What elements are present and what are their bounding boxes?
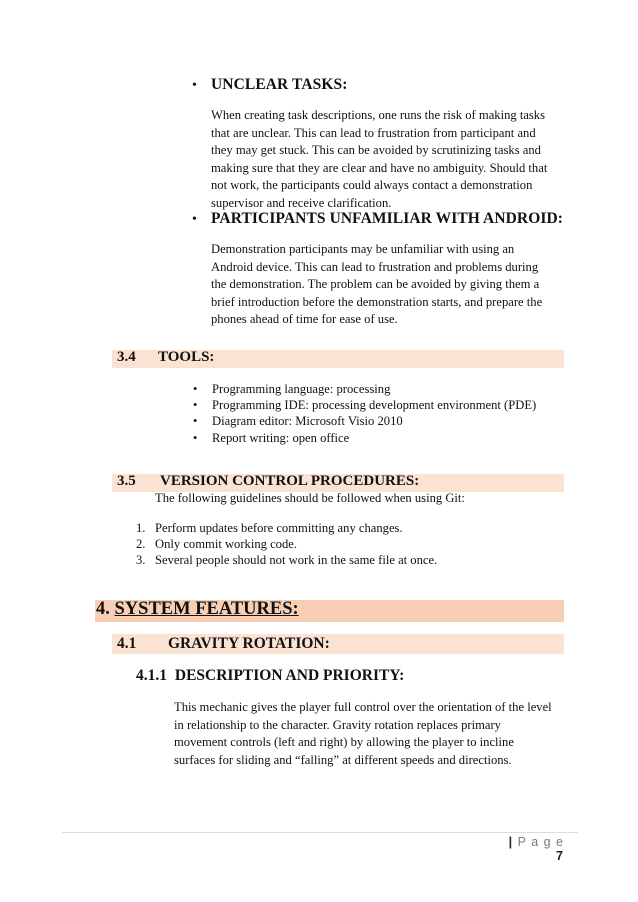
chapter-number: 4.	[96, 599, 110, 619]
paragraph-line: that are unclear. This can lead to frustration from participant and	[211, 125, 536, 140]
paragraph-line: surfaces for sliding and “falling” at different speeds and directions.	[174, 752, 512, 767]
bullet-icon: •	[192, 212, 197, 227]
paragraph-line: brief introduction before the demonstration starts, and prepare the	[211, 294, 543, 309]
footer-divider	[62, 832, 578, 833]
section-title-tools: TOOLS:	[158, 349, 215, 365]
bullet-icon: •	[193, 414, 198, 429]
list-item-text: Only commit working code.	[155, 537, 298, 552]
section-number: 3.5	[117, 473, 136, 489]
paragraph-line: When creating task descriptions, one runs the risk of making tasks	[211, 108, 546, 122]
list-item-text: Diagram editor: Microsoft Visio 2010	[212, 414, 403, 429]
version-intro: The following guidelines should be followed when using Git:	[155, 491, 465, 505]
list-item	[193, 381, 536, 397]
page-footer	[500, 835, 564, 863]
paragraph-line: This mechanic gives the player full control over the orientation of the level	[174, 700, 552, 714]
android-paragraph	[211, 241, 571, 329]
description-paragraph	[174, 699, 574, 769]
footer-bar: |	[508, 835, 514, 849]
paragraph-line: Android device. This can lead to frustration and problems during	[211, 259, 539, 274]
subsection-number: 4.1.1	[136, 667, 167, 684]
list-number: 1.	[136, 521, 146, 535]
list-item	[136, 536, 437, 552]
bullet-icon: •	[192, 78, 197, 93]
unclear-tasks-paragraph	[211, 107, 571, 213]
version-steps-list	[136, 520, 437, 569]
paragraph-line: supervisor and receive clarification.	[211, 195, 392, 210]
paragraph-line: they may get stuck. This can be avoided by scrutinizing tasks and	[211, 143, 541, 158]
android-heading: PARTICIPANTS UNFAMILIAR WITH ANDROID:	[211, 210, 564, 227]
list-item	[193, 413, 536, 429]
paragraph-line: phones ahead of time for ease of use.	[211, 312, 398, 327]
section-number: 3.4	[117, 349, 136, 365]
paragraph-line: not work, the participants could always contact a demonstration	[211, 178, 533, 193]
list-item	[136, 552, 437, 568]
list-number: 2.	[136, 537, 146, 552]
list-item-text: Programming language: processing	[212, 382, 391, 396]
section-title-version-control: VERSION CONTROL PROCEDURES:	[160, 473, 420, 489]
paragraph-line: in relationship to the character. Gravity rotation replaces primary	[174, 717, 501, 732]
subsection-title: DESCRIPTION AND PRIORITY:	[174, 667, 405, 684]
paragraph-line: movement controls (left and right) by allowing the player to incline	[174, 735, 514, 750]
list-item-text: Perform updates before committing any changes.	[155, 521, 403, 535]
unclear-tasks-heading: UNCLEAR TASKS:	[211, 76, 348, 93]
subsection-heading	[136, 667, 404, 685]
bullet-icon: •	[193, 430, 198, 445]
list-number: 3.	[136, 553, 146, 568]
chapter-heading	[96, 599, 299, 620]
paragraph-line: the demonstration. The problem can be avoided by giving them a	[211, 277, 540, 292]
list-item	[136, 520, 437, 536]
section-number: 4.1	[117, 635, 137, 652]
list-item	[193, 397, 536, 413]
list-item-text: Several people should not work in the same file at once.	[155, 553, 438, 568]
list-item-text: Report writing: open office	[212, 430, 350, 445]
list-item-text: Programming IDE: processing development environment (PDE)	[212, 398, 537, 413]
list-item	[193, 430, 536, 446]
section-title-gravity: GRAVITY ROTATION:	[168, 635, 330, 652]
paragraph-line: Demonstration participants may be unfamiliar with using an	[211, 242, 515, 256]
chapter-title: SYSTEM FEATURES:	[114, 599, 299, 619]
tools-list	[193, 381, 536, 446]
page-number: 7	[556, 849, 564, 863]
bullet-icon: •	[193, 398, 198, 413]
footer-page-label: P a g e	[517, 835, 564, 849]
bullet-icon: •	[193, 382, 198, 396]
paragraph-line: making sure that they are clear and have no ambiguity. Should that	[211, 160, 548, 175]
